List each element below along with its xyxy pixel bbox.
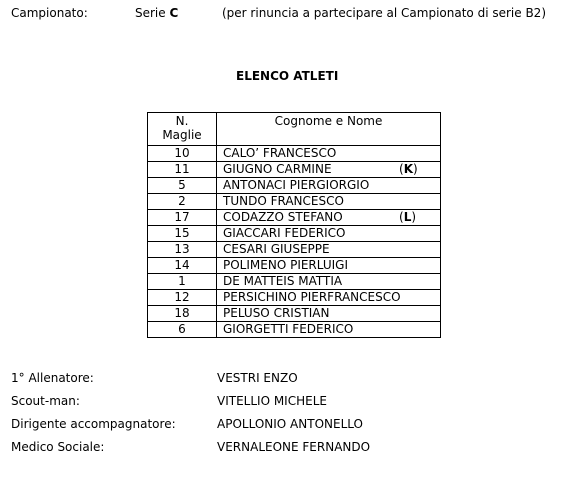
series-value	[135, 6, 178, 20]
athlete-name-cell	[217, 194, 441, 210]
athlete-name: CESARI GIUSEPPE	[223, 242, 330, 256]
athlete-name: CALO’ FRANCESCO	[223, 146, 337, 160]
athlete-name: TUNDO FRANCESCO	[223, 194, 344, 208]
table-row	[148, 178, 441, 194]
column-header-name: Cognome e Nome	[217, 113, 441, 146]
column-header-number-line1: N.	[175, 114, 189, 128]
athlete-name-cell	[217, 210, 441, 226]
athlete-name: GIACCARI FEDERICO	[223, 226, 346, 240]
jersey-number: 5	[148, 178, 217, 194]
athlete-name: PELUSO CRISTIAN	[223, 306, 330, 320]
table-row	[148, 162, 441, 178]
jersey-number: 11	[148, 162, 217, 178]
athlete-name-cell	[217, 290, 441, 306]
table-body	[148, 146, 441, 338]
table-row	[148, 306, 441, 322]
athlete-name: ANTONACI PIERGIORGIO	[223, 178, 370, 192]
jersey-number: 13	[148, 242, 217, 258]
table-row	[148, 322, 441, 338]
athlete-name: DE MATTEIS MATTIA	[223, 274, 343, 288]
staff-name: VITELLIO MICHELE	[217, 394, 327, 408]
staff-name: VESTRI ENZO	[217, 371, 298, 385]
table-row	[148, 258, 441, 274]
athlete-name-cell	[217, 306, 441, 322]
jersey-number: 2	[148, 194, 217, 210]
table-row	[148, 210, 441, 226]
staff-name: APOLLONIO ANTONELLO	[217, 417, 363, 431]
staff-role: 1° Allenatore:	[11, 371, 94, 385]
athlete-name-cell	[217, 274, 441, 290]
championship-label: Campionato:	[11, 6, 88, 20]
athlete-name: PERSICHINO PIERFRANCESCO	[223, 290, 401, 304]
jersey-number: 17	[148, 210, 217, 226]
jersey-number: 1	[148, 274, 217, 290]
table-header-row	[148, 113, 441, 146]
role-letter: L	[403, 210, 412, 224]
series-prefix: Serie	[135, 6, 166, 20]
column-header-number-line2: Maglie	[162, 128, 202, 142]
staff-role: Dirigente accompagnatore:	[11, 417, 176, 431]
jersey-number: 10	[148, 146, 217, 162]
jersey-number: 14	[148, 258, 217, 274]
staff-name: VERNALEONE FERNANDO	[217, 440, 371, 454]
staff-role: Scout-man:	[11, 394, 80, 408]
column-header-number	[148, 113, 217, 146]
table-row	[148, 242, 441, 258]
section-title: ELENCO ATLETI	[236, 69, 339, 83]
athlete-name-cell	[217, 322, 441, 338]
athlete-name-cell	[217, 146, 441, 162]
jersey-number: 6	[148, 322, 217, 338]
staff-role: Medico Sociale:	[11, 440, 105, 454]
role-badge: (K)	[399, 162, 418, 176]
jersey-number: 18	[148, 306, 217, 322]
series-letter: C	[169, 6, 179, 20]
jersey-number: 12	[148, 290, 217, 306]
athletes-table	[147, 112, 441, 338]
table-row	[148, 194, 441, 210]
athlete-name-cell	[217, 178, 441, 194]
table-row	[148, 290, 441, 306]
jersey-number: 15	[148, 226, 217, 242]
athlete-name: GIORGETTI FEDERICO	[223, 322, 354, 336]
role-badge: (L)	[399, 210, 417, 224]
table-row	[148, 146, 441, 162]
athlete-name: GIUGNO CARMINE	[223, 162, 332, 176]
table-row	[148, 226, 441, 242]
series-note: (per rinuncia a partecipare al Campionato di serie B2)	[222, 6, 546, 20]
athlete-name-cell	[217, 242, 441, 258]
athlete-name-cell	[217, 162, 441, 178]
athlete-name-cell	[217, 226, 441, 242]
athlete-name: CODAZZO STEFANO	[223, 210, 343, 224]
role-letter: K	[403, 162, 413, 176]
table-row	[148, 274, 441, 290]
athlete-name: POLIMENO PIERLUIGI	[223, 258, 349, 272]
athlete-name-cell	[217, 258, 441, 274]
